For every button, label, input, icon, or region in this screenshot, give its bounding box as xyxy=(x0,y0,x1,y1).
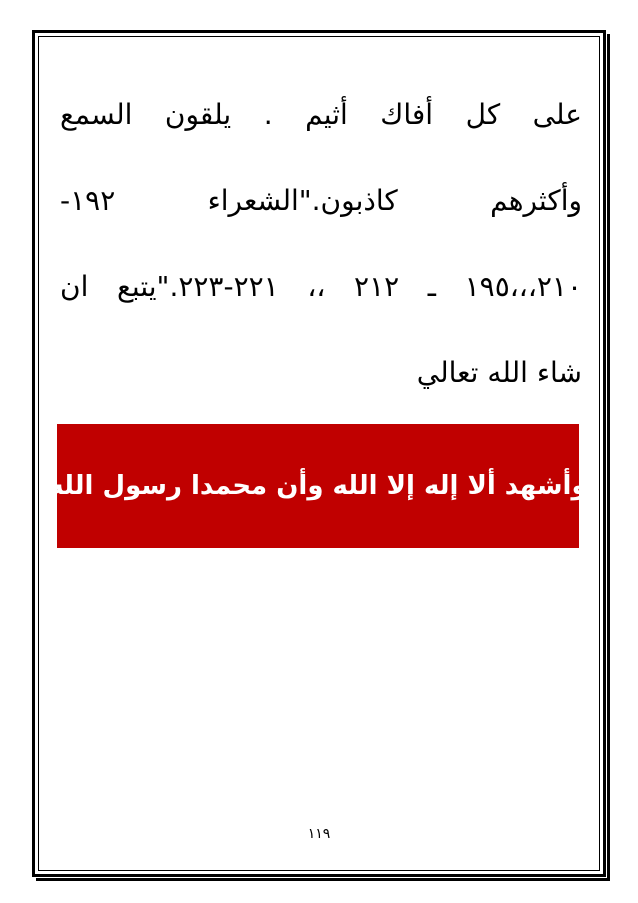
text-line-4: شاء الله تعالي xyxy=(416,356,582,389)
text-line-2: وأكثرهم كاذبون."الشعراء ١٩٢- xyxy=(60,184,582,217)
page-number: ١١٩ xyxy=(307,826,331,842)
shahada-calligraphy: وأشهد ألا إله إلا الله وأن محمدا رسول الله xyxy=(48,471,588,501)
body-text xyxy=(60,72,582,416)
shahada-banner xyxy=(48,424,588,548)
text-line-3: ٢١٠،،،١٩٥ ـ ٢١٢ ،، ٢٢١-٢٢٣."يتبع ان xyxy=(60,270,582,303)
text-line-1: على كل أفاك أثيم . يلقون السمع xyxy=(60,98,582,131)
